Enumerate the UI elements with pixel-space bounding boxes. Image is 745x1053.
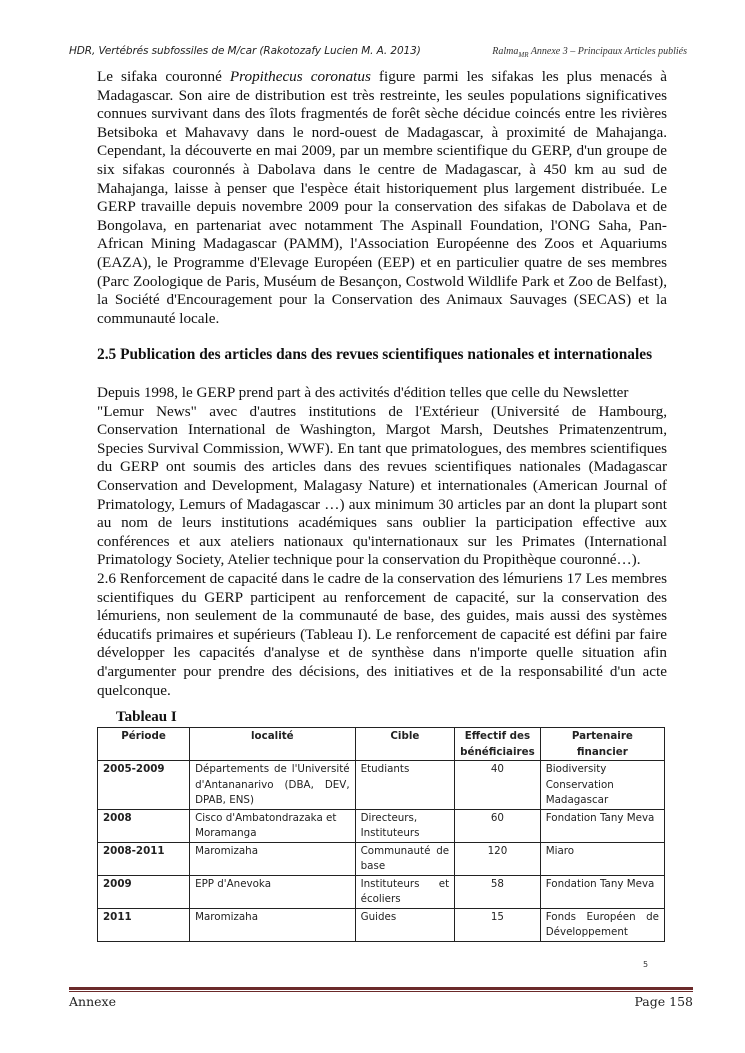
cell-cible: Etudiants [355, 761, 455, 810]
running-header-right [492, 46, 687, 59]
species-name: Propithecus coronatus [229, 68, 371, 85]
column-header-partenaire: Partenaire financier [540, 728, 664, 761]
cell-periode: 2008 [98, 809, 190, 842]
footer-section-label: Annexe [69, 994, 116, 1009]
paragraph-body: figure parmi les sifakas les plus menacés à Madagascar. Son aire de distribution est très restreinte, les seules populations significatives connues survivant dans des îlots fragmentés de forêt sèche décidue coincés entre les rivières Betsiboka et Mahavavy dans le nord-ouest de Madagascar, à proximité de Mahajanga. Cependant, la découverte en mai 2009, par un membre scientifique du GERP, d'un groupe de six sifakas couronnés à Dabolava dans le centre de Madagascar, à 450 km au sud de Mahajanga, laisse à penser que l'espèce était historiquement plus largement distribuée. Le GERP travaille depuis novembre 2009 pour la conservation des sifakas de Dabolava et de Bongolava, en partenariat avec notamment The Aspinall Foundation, l'ONG Saha, Pan-African Mining Madagascar (PAMM), l'Association Européenne des Zoos et Aquariums (EAZA), le Programme d'Elevage Européen (EEP) et en particulier quatre de ses membres (Parc Zoologique de Paris, Muséum de Besançon, Costwold Wildlife Park et Zoo de Belfast), la Société d'Encouragement pour la Conservation des Animaux Sauvages (SECAS) et la communauté locale. [97, 68, 667, 327]
cell-localite: EPP d'Anevoka [190, 875, 356, 908]
cell-effectif: 15 [455, 908, 541, 941]
capacity-building-table [97, 727, 665, 942]
cell-cible: Instituteurs et écoliers [355, 875, 455, 908]
running-header-left: HDR, Vertébrés subfossiles de M/car (Rakotozafy Lucien M. A. 2013) [69, 45, 421, 57]
column-header-effectif: Effectif des bénéficiaires [455, 728, 541, 761]
paragraph-first-line: Depuis 1998, le GERP prend part à des activités d'édition telles que celle du Newsletter [97, 384, 629, 401]
cell-cible: Communauté de base [355, 842, 455, 875]
cell-cible: Guides [355, 908, 455, 941]
cell-periode: 2008-2011 [98, 842, 190, 875]
column-header-periode: Période [98, 728, 190, 761]
table-row [98, 908, 665, 941]
table-caption: Tableau I [116, 709, 177, 725]
column-header-cible: Cible [355, 728, 455, 761]
cell-periode: 2011 [98, 908, 190, 941]
paragraph-lead: Le sifaka couronné [97, 68, 230, 85]
footer-rule [69, 987, 693, 990]
table-row [98, 842, 665, 875]
cell-periode: 2005-2009 [98, 761, 190, 810]
cell-localite: Maromizaha [190, 908, 356, 941]
table-row [98, 761, 665, 810]
cell-partenaire: Fondation Tany Meva [540, 875, 664, 908]
table-row [98, 809, 665, 842]
table-header-row [98, 728, 665, 761]
cell-partenaire: Fonds Européen de Développement [540, 908, 664, 941]
footer-page-number: Page 158 [634, 994, 693, 1009]
cell-effectif: 40 [455, 761, 541, 810]
cell-localite: Départements de l'Université d'Antananarivo (DBA, DEV, DPAB, ENS) [190, 761, 356, 810]
paragraph-publication [97, 384, 667, 700]
header-right-subscript: MR [518, 51, 529, 59]
paragraph-sifaka [97, 68, 667, 328]
header-right-suffix: Annexe 3 – Principaux Articles publiés [528, 46, 687, 57]
cell-cible: Directeurs, Instituteurs [355, 809, 455, 842]
cell-localite: Cisco d'Ambatondrazaka et Moramanga [190, 809, 356, 842]
cell-partenaire: Biodiversity Conservation Madagascar [540, 761, 664, 810]
paragraph-capacity-building: 2.6 Renforcement de capacité dans le cadre de la conservation des lémuriens 17 Les membres scientifiques du GERP participent au renforcement de capacité, sur la conservation des lémuriens, non seulement de la communauté de base, des guides, mais aussi des systèmes éducatifs primaires et supérieurs (Tableau I). Le renforcement de capacité est défini par faire développer les capacités d'analyse et de synthèse dans n'importe quelle situation afin d'argumenter pour prendre des décisions, des initiatives et de la responsabilité d'un acte quelconque. [97, 569, 667, 699]
cell-partenaire: Fondation Tany Meva [540, 809, 664, 842]
table-row [98, 875, 665, 908]
cell-localite: Maromizaha [190, 842, 356, 875]
cell-periode: 2009 [98, 875, 190, 908]
section-heading-2-5: 2.5 Publication des articles dans des revues scientifiques nationales et internationales [97, 346, 653, 363]
column-header-localite: localité [190, 728, 356, 761]
cell-partenaire: Miaro [540, 842, 664, 875]
paragraph-publication-body: "Lemur News" avec d'autres institutions de l'Extérieur (Université de Hambourg, Conservation International de Washington, Margot Marsh, Deutshes Primatenzentrum, Species Survival Commission, WWF). En tant que primatologues, des membres scientifiques du GERP ont soumis des articles dans des revues scientifiques nationales (Madagascar Conservation and Development, Malagasy Nature) et internationales (American Journal of Primatology, Lemurs of Madagascar …) aux minimum 30 articles par an dont la plupart sont au nom de leurs institutions académiques sans oublier la participation effective aux conférences et aux ateliers nationaux qu'internationaux sur les Primates (International Primatology Society, Atelier technique pour la conservation du Propithèque couronné…). [97, 402, 667, 569]
footer-rule-thin [69, 991, 693, 992]
header-right-prefix: Ralma [492, 46, 519, 57]
cell-effectif: 58 [455, 875, 541, 908]
cell-effectif: 60 [455, 809, 541, 842]
inner-page-number: 5 [643, 960, 649, 969]
cell-effectif: 120 [455, 842, 541, 875]
